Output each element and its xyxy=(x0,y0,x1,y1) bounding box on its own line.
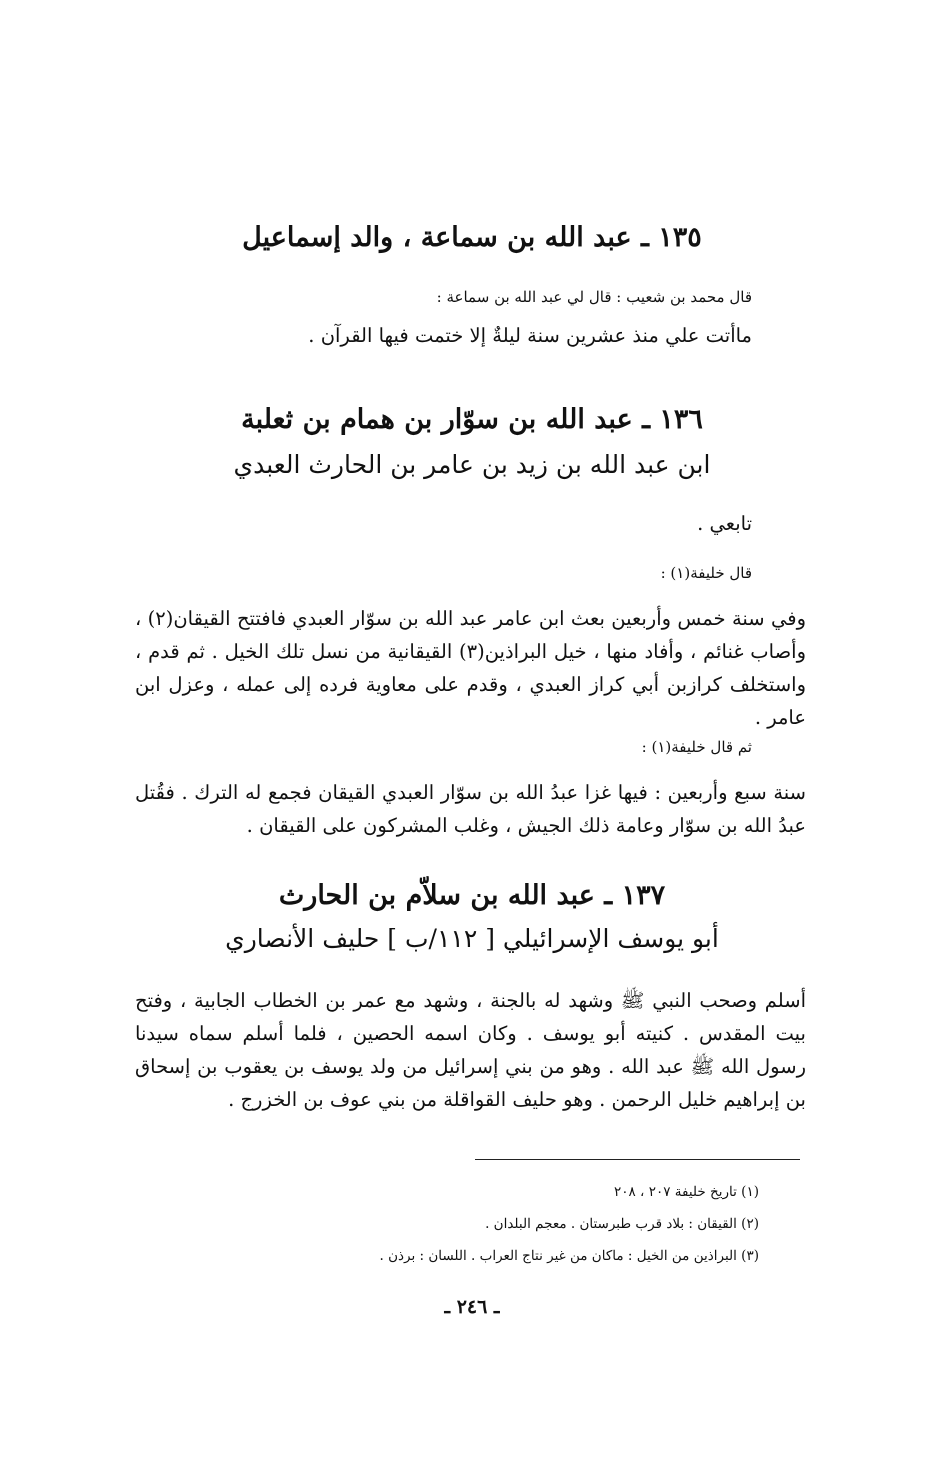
footnote-3: (٣) البراذين من الخيل : ماكان من غير نتاج العراب . اللسان : برذن . xyxy=(379,1248,759,1264)
page-number: ـ ٢٤٦ ـ xyxy=(444,1296,500,1318)
entry-136-source-1: قال خليفة(١) : xyxy=(660,564,752,582)
entry-136-source-2: ثم قال خليفة(١) : xyxy=(641,738,752,756)
footnote-divider xyxy=(475,1159,800,1160)
footnote-1: (١) تاريخ خليفة ٢٠٧ ، ٢٠٨ xyxy=(614,1184,759,1200)
entry-136-subtitle: ابن عبد الله بن زيد بن عامر بن الحارث العبدي xyxy=(233,450,711,479)
entry-135-source: قال محمد بن شعيب : قال لي عبد الله بن سماعة : xyxy=(436,288,752,306)
entry-136-paragraph-2: سنة سبع وأربعين : فيها غزا عبدُ الله بن سوّار العبدي القيقان فجمع له الترك . فقُتل عبدُ الله بن سوّار وعامة ذلك الجيش ، وغلب المشركون على القيقان . xyxy=(135,781,806,837)
entry-136-status: تابعي . xyxy=(697,512,752,535)
entry-135-title: ١٣٥ ـ عبد الله بن سماعة ، والد إسماعيل xyxy=(242,222,702,253)
entry-137-paragraph: أسلم وصحب النبي ﷺ وشهد له بالجنة ، وشهد مع عمر بن الخطاب الجابية ، وفتح بيت المقدس . كنيته أبو يوسف . وكان اسمه الحصين ، فلما أسلم سماه سيدنا رسول الله ﷺ عبد الله . وهو من بني إسرائيل من ولد يوسف بن يعقوب بن إسحاق بن إبراهيم خليل الرحمن . وهو حليف القواقلة من بني عوف بن الخزرج . xyxy=(135,989,806,1111)
entry-135-text: ماأتت علي منذ عشرين سنة ليلةٌ إلا ختمت فيها القرآن . xyxy=(308,324,752,347)
footnote-2: (٢) القيقان : بلاد قرب طبرستان . معجم البلدان . xyxy=(485,1216,759,1232)
entry-137-subtitle: أبو يوسف الإسرائيلي [ ١١٢/ب ] حليف الأنصاري xyxy=(225,924,719,953)
entry-137-title: ١٣٧ ـ عبد الله بن سلاّم بن الحارث xyxy=(278,880,666,911)
entry-136-title: ١٣٦ ـ عبد الله بن سوّار بن همام بن ثعلبة xyxy=(241,404,703,435)
entry-136-paragraph-1: وفي سنة خمس وأربعين بعث ابن عامر عبد الله بن سوّار العبدي فافتتح القيقان(٢) ، وأصاب غنائم ، وأفاد منها ، خيل البراذين(٣) القيقانية من نسل تلك الخيل . ثم قدم ، واستخلف كرازبن أبي كراز العبدي ، وقدم على معاوية فرده إلى عمله ، وعزل ابن عامر . xyxy=(135,607,806,729)
